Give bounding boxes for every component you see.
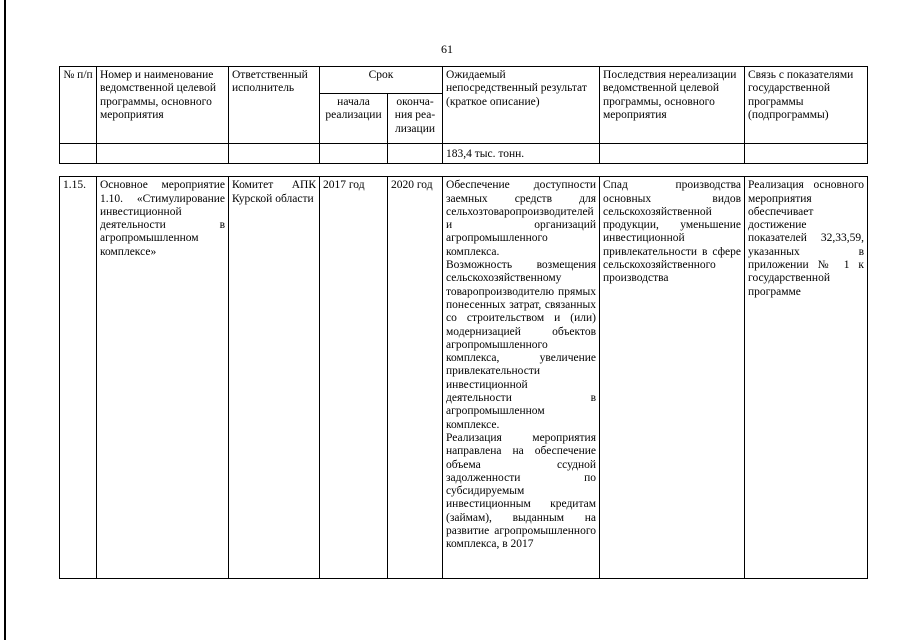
header-term-start: начала реализации [320, 94, 388, 144]
header-executor: Ответственный исполнитель [229, 67, 320, 144]
page-edge-line [4, 0, 6, 640]
row-name: Основное мероприятие 1.10. «Стимулирование инвестиционной деятельности в агропромышленном комплексе» [97, 177, 229, 579]
row-start: 2017 год [320, 177, 388, 579]
header-term-end: оконча- ния реа- лизации [388, 94, 443, 144]
row-result: Обеспечение доступности заемных средств для сельхозтоваропроизводителей и организаций агропромышленного комплекса. Возможность возмещения сельскохозяйственному товаропроизводителю прямых понесенных затрат, связанных со строительством и (или) модернизацией объектов агропромышленного комплекса, увеличение привлекательности инвестиционной деятельности в агропромышленном комплексе. Реализация мероприятия направлена на обеспечение объема ссудной задолженности по субсидируемым инвестиционным кредитам (займам), выданным на развитие агропромышленного комплекса, в 2017 [443, 177, 600, 579]
table-row [60, 177, 868, 579]
header-consequences: Последствия нереализации ведомственной целевой программы, основного мероприятия [600, 67, 745, 144]
continuation-result: 183,4 тыс. тонн. [443, 144, 600, 164]
row-gap [60, 164, 868, 177]
continuation-row [60, 144, 868, 164]
program-table [59, 66, 868, 579]
header-term: Срок [320, 67, 443, 94]
row-consequences: Спад производства основных видов сельскохозяйственной продукции, уменьшение инвестиционной привлекательности в сфере сельскохозяйственного производства [600, 177, 745, 579]
page-number: 61 [441, 42, 453, 56]
header-link: Связь с показателями государственной программы (подпрограммы) [745, 67, 868, 144]
row-num: 1.15. [60, 177, 97, 579]
row-end: 2020 год [388, 177, 443, 579]
header-result: Ожидаемый непосредственный результат (краткое описание) [443, 67, 600, 144]
header-name: Номер и наименование ведомственной целевой программы, основного мероприятия [97, 67, 229, 144]
row-executor: Комитет АПК Курской области [229, 177, 320, 579]
header-num: № п/п [60, 67, 97, 144]
row-link: Реализация основного мероприятия обеспечивает достижение показателей 32,33,59, указанных в приложении № 1 к государственной программе [745, 177, 868, 579]
